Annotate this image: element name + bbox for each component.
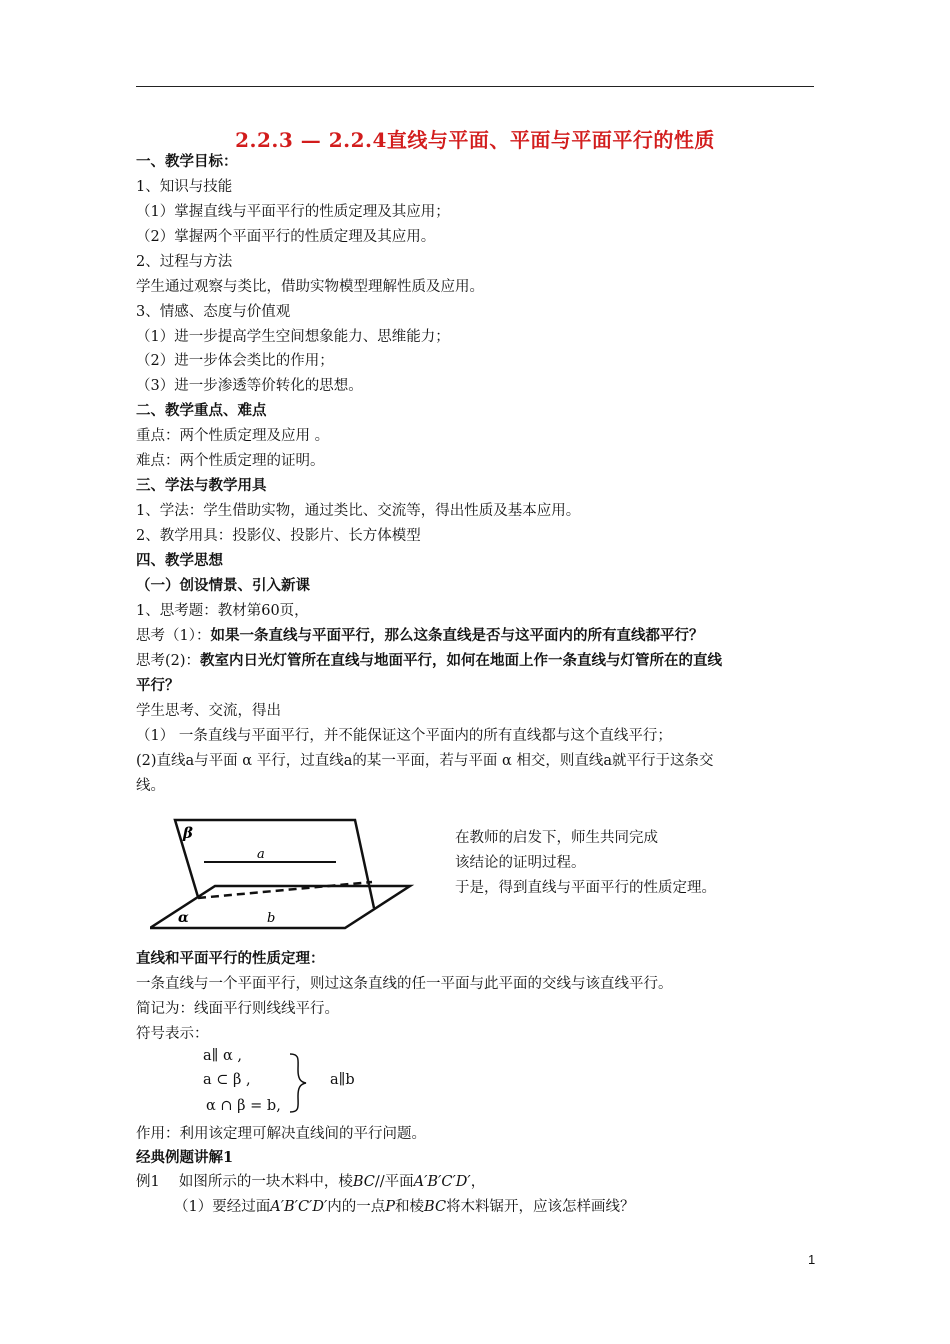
side-text: 该结论的证明过程。 xyxy=(455,855,586,871)
text-line: (2)直线a与平面 α 平行，过直线a的某一平面，若与平面 α 相交，则直线a就平行于这条交 xyxy=(136,753,714,769)
edge-bc: BC xyxy=(352,1174,375,1190)
section-heading: 三、学法与教学用具 xyxy=(136,477,267,494)
usage-line: 作用：利用该定理可解决直线间的平行问题。 xyxy=(136,1126,426,1142)
question-text: 和棱 xyxy=(395,1199,425,1215)
section-heading: 一、教学目标： xyxy=(136,153,238,170)
section-heading: 二、教学重点、难点 xyxy=(136,402,267,419)
text-line: 2、教学用具：投影仪、投影片、长方体模型 xyxy=(136,528,421,544)
question-text: 将木料锯开，应该怎样画线？ xyxy=(446,1199,635,1215)
text-line: 1、知识与技能 xyxy=(136,179,233,195)
side-text: 于是，得到直线与平面平行的性质定理。 xyxy=(455,880,716,896)
point-p: P xyxy=(385,1199,396,1215)
example-text: ， xyxy=(470,1174,486,1190)
text-line: （2）掌握两个平面平行的性质定理及其应用。 xyxy=(136,229,436,245)
text-line: 2、过程与方法 xyxy=(136,254,233,270)
think-1 xyxy=(136,626,703,646)
page-number: 1 xyxy=(808,1252,816,1267)
text-line: （1） 一条直线与平面平行，并不能保证这个平面内的所有直线都与这个直线平行； xyxy=(136,728,672,744)
text-line: 简记为：线面平行则线线平行。 xyxy=(136,1001,339,1017)
page-title: 2.2.3 — 2.2.4直线与平面、平面与平面平行的性质 xyxy=(235,128,715,152)
plane-name: A′B′C′D′ xyxy=(270,1199,328,1215)
text-line: 学生通过观察与类比，借助实物模型理解性质及应用。 xyxy=(136,279,484,295)
text-line: 线。 xyxy=(136,778,165,794)
text-line: （2）进一步体会类比的作用； xyxy=(136,353,334,369)
think-2 xyxy=(136,651,722,671)
symbol-line-3: α ∩ β = b, xyxy=(206,1098,281,1114)
text-line: （3）进一步渗透等价转化的思想。 xyxy=(136,378,363,394)
planes-figure xyxy=(150,816,415,934)
think-2-label: 思考(2)： xyxy=(136,653,201,669)
line-b xyxy=(198,882,372,898)
text-line: 符号表示： xyxy=(136,1026,209,1042)
header-rule xyxy=(136,86,814,87)
think-2-cont: 平行？ xyxy=(136,677,180,694)
example-text: //平面 xyxy=(374,1174,414,1190)
text-line: 3、情感、态度与价值观 xyxy=(136,304,291,320)
text-line: （1）掌握直线与平面平行的性质定理及其应用； xyxy=(136,204,450,220)
example-1-intro xyxy=(136,1172,485,1192)
subsection-heading: （一）创设情景、引入新课 xyxy=(136,577,310,594)
think-1-text: 如果一条直线与平面平行，那么这条直线是否与这平面内的所有直线都平行？ xyxy=(210,627,704,644)
symbol-line-2: a ⊂ β , xyxy=(203,1072,251,1088)
text-line: 重点：两个性质定理及应用 。 xyxy=(136,428,330,444)
text-line: 1、思考题：教材第60页， xyxy=(136,603,309,619)
think-2-text: 教室内日光灯管所在直线与地面平行，如何在地面上作一条直线与灯管所在的直线 xyxy=(200,652,723,669)
side-text: 在教师的启发下，师生共同完成 xyxy=(455,830,658,846)
example-text: 例1 如图所示的一块木料中，棱 xyxy=(136,1174,353,1190)
label-beta: β xyxy=(183,824,193,842)
think-1-label: 思考（1）： xyxy=(136,628,211,644)
text-line: 1、学法：学生借助实物，通过类比、交流等，得出性质及基本应用。 xyxy=(136,503,581,519)
symbol-line-1: a∥ α , xyxy=(203,1048,242,1064)
example-title: 经典例题讲解1 xyxy=(136,1149,234,1166)
question-text: （1）要经过面 xyxy=(174,1199,271,1215)
section-heading: 四、教学思想 xyxy=(136,552,223,569)
label-b: b xyxy=(267,911,276,926)
plane-name: A′B′C′D′ xyxy=(413,1174,471,1190)
theorem-title: 直线和平面平行的性质定理： xyxy=(136,950,325,967)
edge-bc: BC xyxy=(424,1199,447,1215)
text-line: （1）进一步提高学生空间想象能力、思维能力； xyxy=(136,329,450,345)
label-alpha: α xyxy=(178,910,189,926)
text-line: 学生思考、交流，得出 xyxy=(136,703,281,719)
plane-beta xyxy=(175,820,374,908)
symbol-result: a∥b xyxy=(330,1072,355,1088)
label-a: a xyxy=(257,847,265,862)
right-brace xyxy=(286,1052,310,1114)
text-line: 难点：两个性质定理的证明。 xyxy=(136,453,325,469)
question-text: 内的一点 xyxy=(327,1199,386,1215)
example-1-question-1 xyxy=(174,1197,635,1217)
text-line: 一条直线与一个平面平行，则过这条直线的任一平面与此平面的交线与该直线平行。 xyxy=(136,976,673,992)
